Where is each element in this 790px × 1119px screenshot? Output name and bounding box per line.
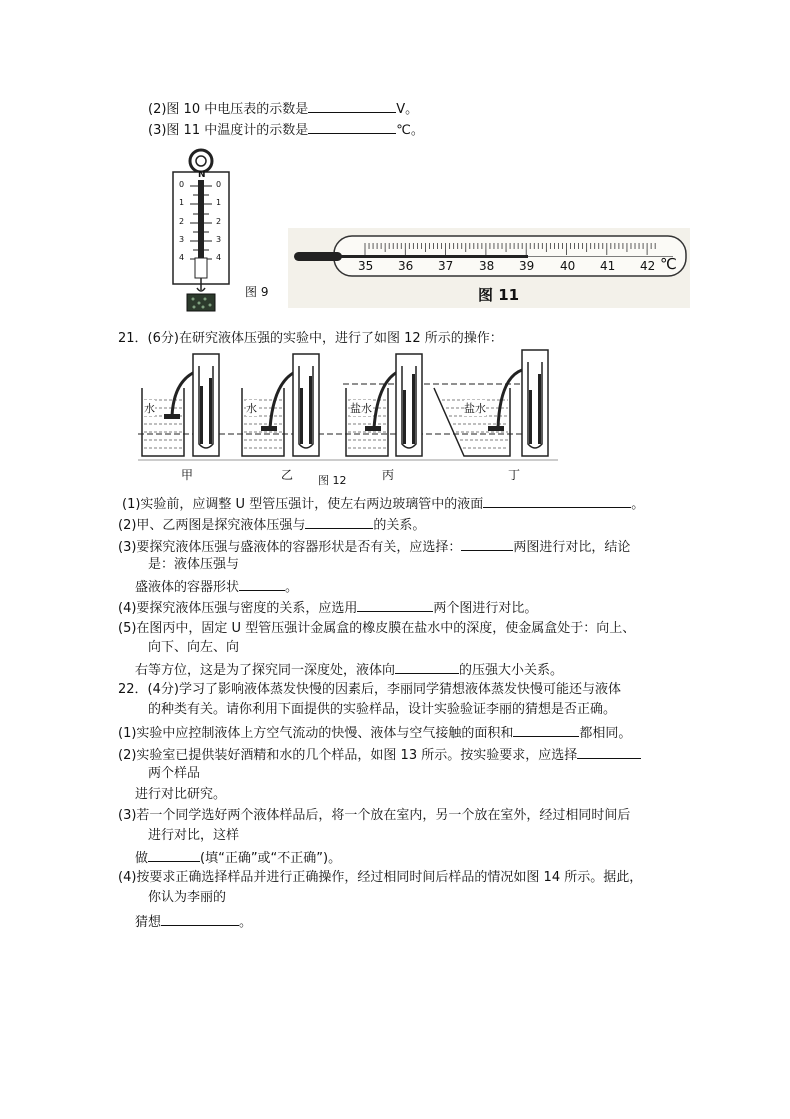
answer-blank[interactable] [239, 577, 285, 591]
q21-s5-cont: 右等方位，这是为了探究同一深度处，液体向 的压强大小关系。 [135, 660, 563, 680]
q20-part2: (2)图 10 中电压表的示数是 V。 [148, 99, 418, 119]
answer-blank[interactable] [395, 660, 459, 674]
answer-blank[interactable] [513, 723, 579, 737]
figure-9-label: 图 9 [245, 285, 269, 299]
figure-12-pressure-experiment: 水 水 盐水 盐水 甲 乙 丙 丁 图 12 [138, 348, 558, 488]
q21-s2: (2)甲、乙两图是探究液体压强与 的关系。 [118, 515, 425, 535]
answer-blank[interactable] [483, 494, 631, 508]
q21-s1: (1)实验前，应调整 U 型管压强计，使左右两边玻璃管中的液面 。 [122, 494, 644, 514]
answer-blank[interactable] [461, 537, 513, 551]
answer-blank[interactable] [357, 598, 433, 612]
q20-part3: (3)图 11 中温度计的示数是 ℃。 [148, 120, 424, 140]
figure-11-label: 图 11 [478, 286, 520, 304]
q22-s2: (2)实验室已提供装好酒精和水的几个样品，如图 13 所示。按实验要求，应选择 [118, 745, 641, 765]
q21-s3-cont: 盛液体的容器形状 。 [135, 577, 298, 597]
figure-11-thermometer: 35 36 37 38 39 40 41 42 ℃ 图 11 [288, 228, 690, 308]
q21-s3: (3)要探究液体压强与盛液体的容器形状是否有关，应选择： 两图进行对比，结论 [118, 537, 630, 557]
answer-blank[interactable] [577, 745, 641, 759]
q22-s3-cont: 做 (填“正确”或“不正确”)。 [135, 848, 341, 868]
scale-unit: N [198, 170, 206, 180]
answer-blank[interactable] [161, 912, 239, 926]
answer-blank[interactable] [308, 99, 396, 113]
setup-ding [434, 350, 548, 456]
figure-12-label: 图 12 [318, 474, 347, 487]
q22-title: 22．(4分)学习了影响液体蒸发快慢的因素后，李丽同学猜想液体蒸发快慢可能还与液体 [118, 682, 621, 697]
answer-blank[interactable] [308, 120, 396, 134]
q21-title: 21．(6分)在研究液体压强的实验中，进行了如图 12 所示的操作： [118, 331, 503, 346]
answer-blank[interactable] [305, 515, 373, 529]
q22-s1: (1)实验中应控制液体上方空气流动的快慢、液体与空气接触的面积和 都相同。 [118, 723, 631, 743]
answer-blank[interactable] [148, 848, 200, 862]
q21-s4: (4)要探究液体压强与密度的关系，应选用 两个图进行对比。 [118, 598, 537, 618]
q22-s4-cont: 猜想 。 [135, 912, 252, 932]
celsius-unit: ℃ [660, 255, 677, 273]
figure-9-spring-scale: N 0 1 2 3 4 0 1 2 3 4 图 9 [168, 148, 278, 313]
